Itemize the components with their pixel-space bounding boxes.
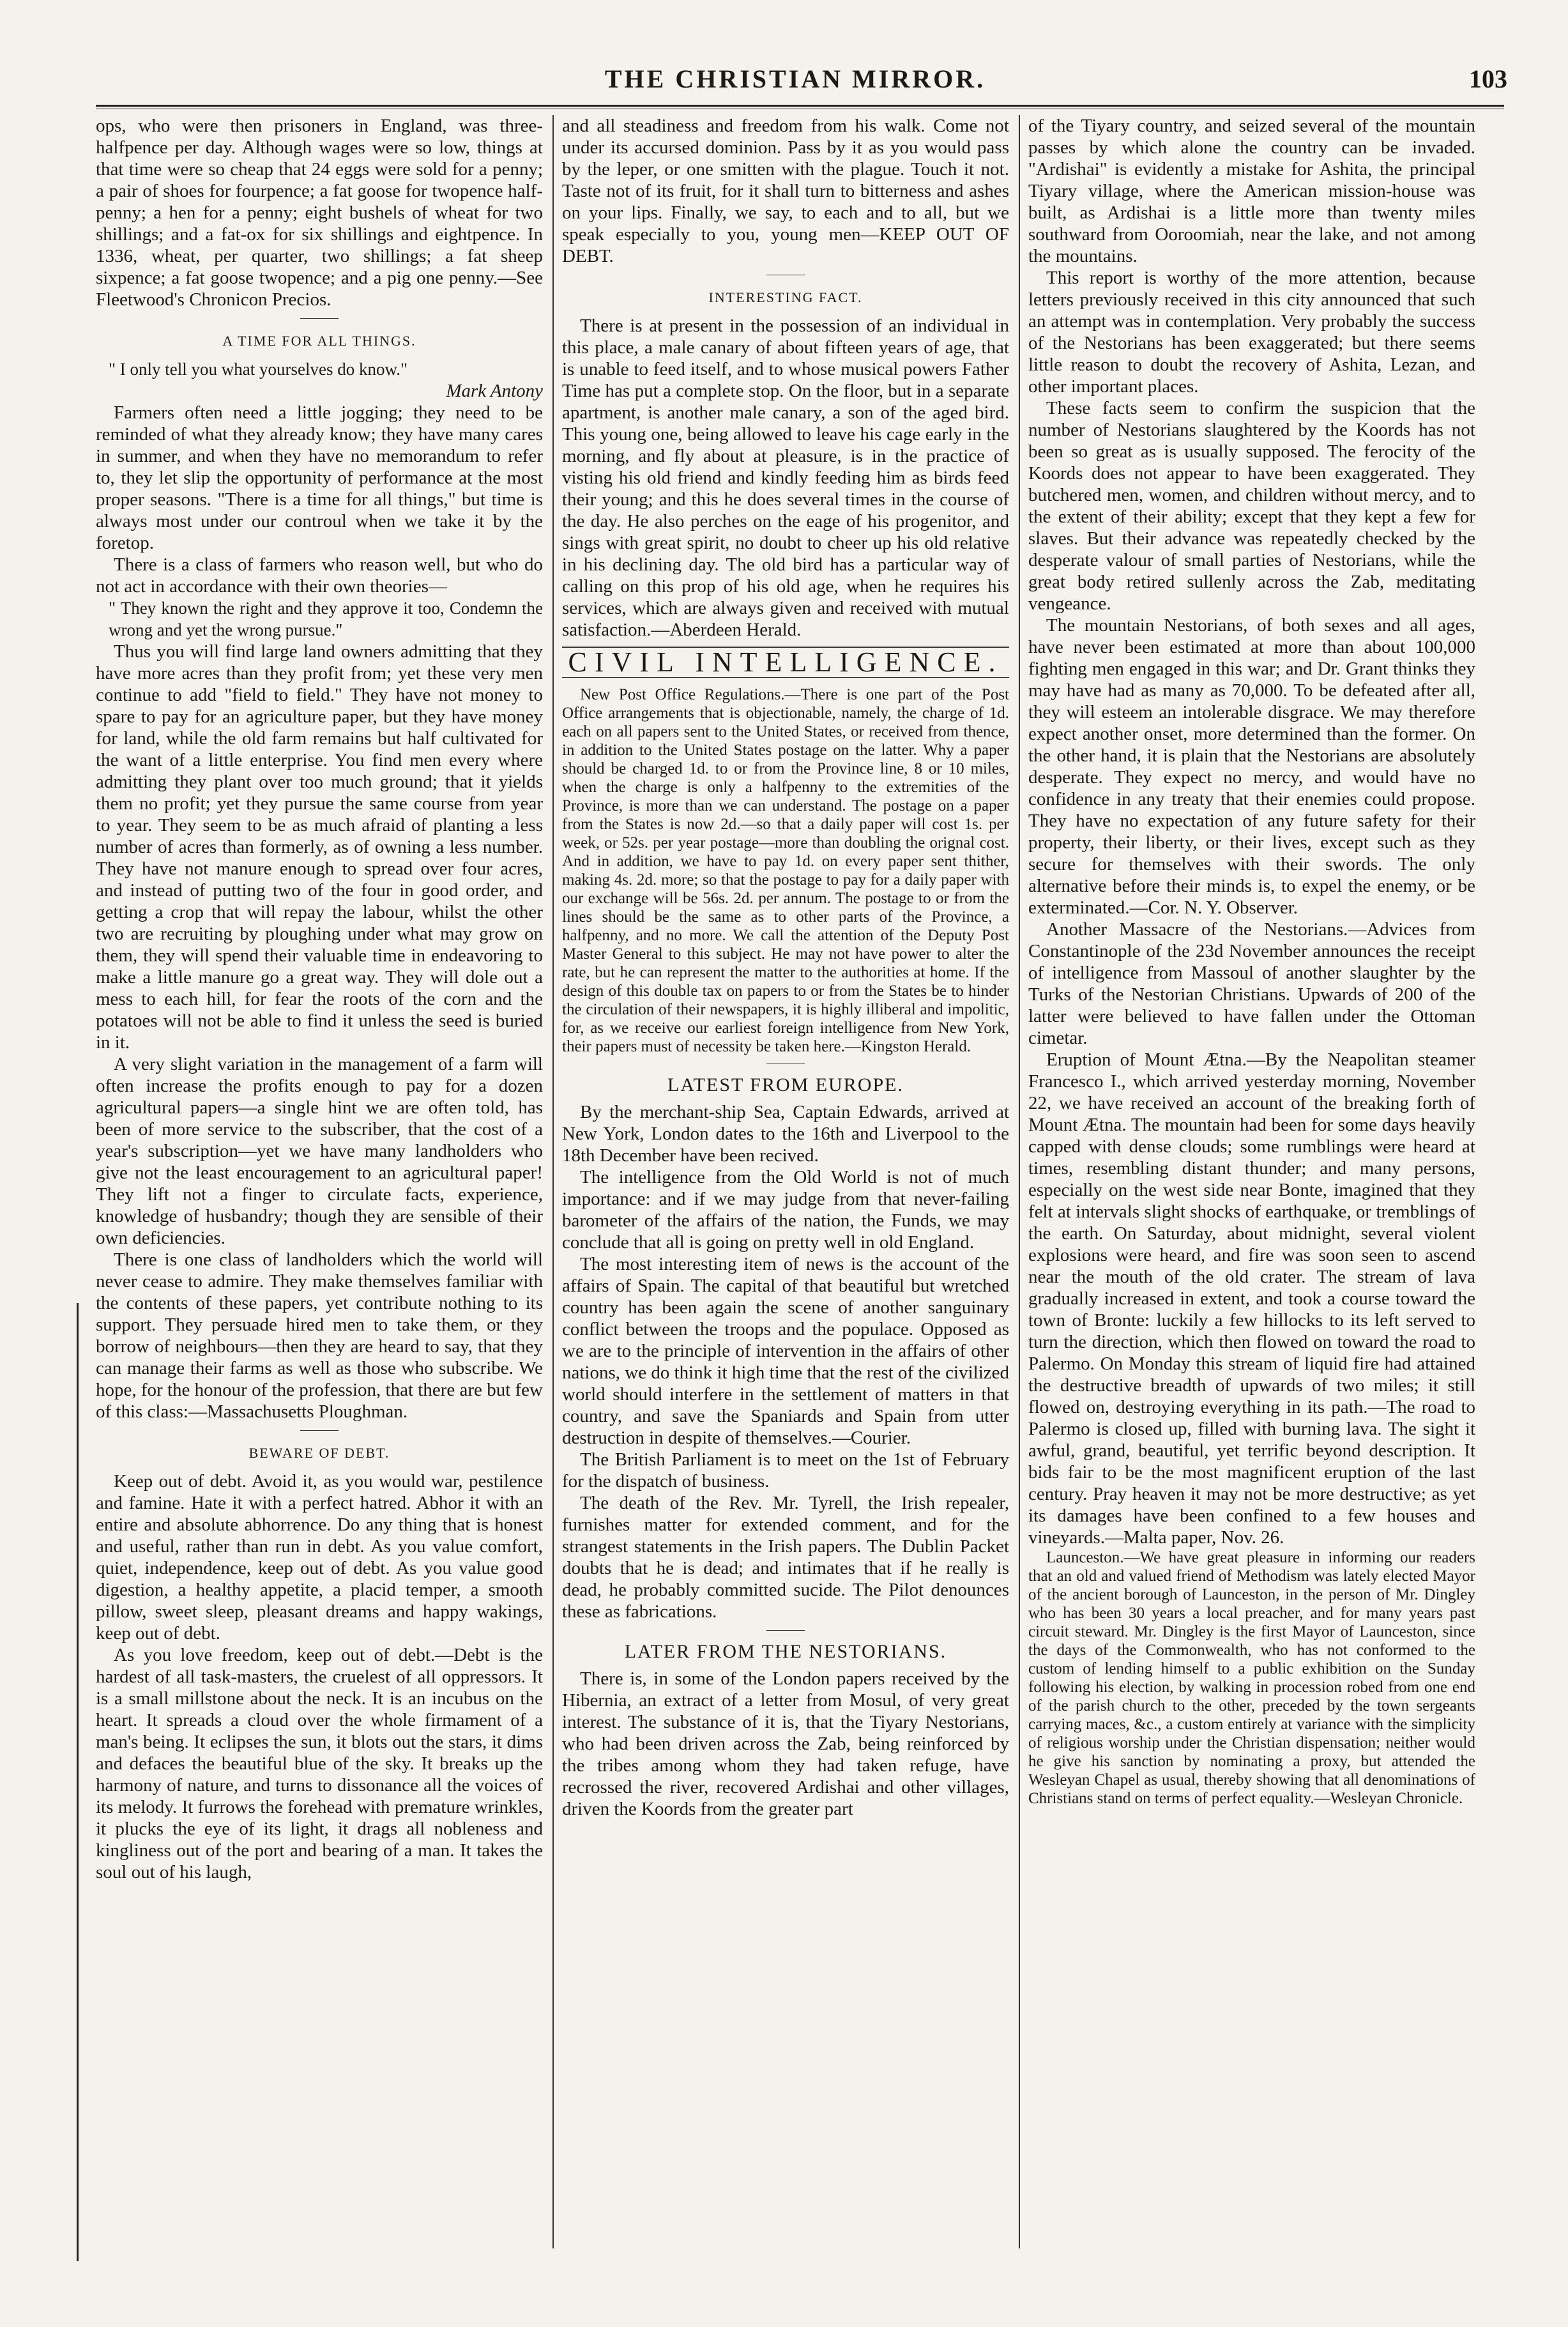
masthead <box>83 64 1507 103</box>
article-heading: LATER FROM THE NESTORIANS. <box>624 1641 947 1662</box>
article-paragraph: This report is worthy of the more attention, because letters previously received in this city announced that such an attempt was in contemplation. Very probably the success of the Nestorians has been exaggerated; but there seems little reason to doubt the recovery of Ashita, Lezan, and other important places. <box>1028 268 1475 397</box>
article-paragraph: There is at present in the possession of an individual in this place, a male canary of about fifteen years of age, that is unable to feed itself, and to whose musical powers Father Time has put a complete stop. On the floor, but in a separate apartment, is another male canary, a son of the aged bird. This young one, being allowed to leave his cage early in the morning, and fly about at pleasure, is in the practice of visting his old friend and kindly feeding him as birds feed their young; and this he does several times in the course of the day. He also perches on the eage of his progenitor, and sings with great spirit, no doubt to cheer up his old relative in his declining day. The old bird has a particular way of calling on this prop of his old age, when he requires his services, which are always given and received with mutual satisfaction.—Aberdeen Herald. <box>562 316 1009 640</box>
article-paragraph: There is one class of landholders which the world will never cease to admire. They make themselves familiar with the contents of these papers, yet contribute nothing to its support. They persuade hired men to take them, or they borrow of neighbours—then they are heard to say, that they can manage their farms as well as those who subscribe. We hope, for the honour of the profession, that there are but few of this class:—Massachusetts Ploughman. <box>96 1249 543 1422</box>
article-paragraph: As you love freedom, keep out of debt.—Debt is the hardest of all task-masters, the cruelest of all oppressors. It is a small millstone about the neck. It is an incubus on the heart. It spreads a cloud over the whole firmament of a man's being. It eclipses the sun, it blots out the stars, it dims and defaces the beautiful blue of the sky. It breaks up the harmony of nature, and turns to dissonance all the voices of its melody. It furrows the forehead with premature wrinkles, it plucks the eye of its light, it drags all nobleness and kingliness out of the port and bearing of a man. It takes the soul out of his laugh, <box>96 1645 543 1882</box>
article-paragraph: and all steadiness and freedom from his walk. Come not under its accursed dominion. Pass by it as you would pass by the leper, or one smitten with the plague. Touch it not. Taste not of its fruit, for it shall turn to bitterness and ashes on your lips. Finally, we say, to each and to all, but we speak especially to you, young men—KEEP OUT OF DEBT. <box>562 116 1009 266</box>
masthead-rule <box>96 105 1504 107</box>
article-paragraph: By the merchant-ship Sea, Captain Edwards, arrived at New York, London dates to the 16th and Liverpool to the 18th December have been recived. <box>562 1102 1009 1166</box>
epigraph: " I only tell you what yourselves do know." <box>109 360 407 379</box>
column-2 <box>562 115 1009 2248</box>
article-heading: A TIME FOR ALL THINGS. <box>222 333 416 349</box>
article-paragraph: The mountain Nestorians, of both sexes and all ages, have never been estimated at more than about 100,000 fighting men engaged in this war; and Dr. Grant thinks they may have had as many as 70,000. To be defeated after all, they will esteem an intolerable disgrace. We may therefore expect another onset, more determined than the former. On the other hand, it is plain that the Nestorians are absolutely desperate. They expect no mercy, and would have no confidence in any treaty that their enemies could propose. They have no expectation of any future safety for their property, their liberty, or their lives, except such as they secure for themselves with their swords. The only alternative before their minds is, to expel the enemy, or be exterminated.—Cor. N. Y. Observer. <box>1028 615 1475 918</box>
column-divider <box>552 115 554 2248</box>
article-paragraph: The British Parliament is to meet on the 1st of February for the dispatch of business. <box>562 1449 1009 1492</box>
newspaper-title: THE CHRISTIAN MIRROR. <box>604 65 986 93</box>
article-paragraph: The most interesting item of news is the account of the affairs of Spain. The capital of that beautiful but wretched country has been again the scene of another sanguinary conflict between the troops and the populace. Opposed as we are to the principle of intervention in the affairs of other nations, we do think it high time that the rest of the civilized world should interfere in the settlement of matters in that country, and save the Spaniards and Spain from utter destruction in despite of themselves.—Courier. <box>562 1254 1009 1448</box>
article-paragraph: There is a class of farmers who reason well, but who do not act in accordance with their own theories— <box>96 554 543 597</box>
margin-rule <box>77 1303 79 2261</box>
section-heading: CIVIL INTELLIGENCE. <box>562 646 1009 678</box>
article-paragraph: The death of the Rev. Mr. Tyrell, the Irish repealer, furnishes matter for extended comment, and for the strangest statements in the Irish papers. The Dublin Packet doubts that he is dead; and intimates that if he really is dead, he probably committed sucide. The Pilot denounces these as fabrications. <box>562 1493 1009 1622</box>
article-heading: LATEST FROM EUROPE. <box>667 1074 904 1095</box>
article-paragraph: of the Tiyary country, and seized several of the mountain passes by which alone the country can be invaded. "Ardishai" is evidently a mistake for Ashita, the principal Tiyary village, where the American mission-house was built, as Ardishai is a little more than twenty miles southward from Ooroomiah, near the lake, and not among the mountains. <box>1028 116 1475 266</box>
article-paragraph: A very slight variation in the management of a farm will often increase the profits enough to pay for a dozen agricultural papers—a single hint we are often told, has been of more service to the subscriber, that the cost of a year's subscription—yet we have many landholders who give not the least encouragement to an agricultural paper! They lift not a finger to circulate facts, experience, knowledge of husbandry; though they are sensible of their own deficiencies. <box>96 1054 543 1248</box>
article-paragraph: Keep out of debt. Avoid it, as you would war, pestilence and famine. Hate it with a perfect hatred. Abhor it with an entire and absolute abhorrence. Do any thing that is honest and useful, rather than run in debt. As you value comfort, quiet, independence, keep out of debt. As you value good digestion, a healthy appetite, a placid temper, a smooth pillow, sweet sleep, pleasant dreams and happy wakings, keep out of debt. <box>96 1471 543 1644</box>
separator <box>300 318 339 319</box>
column-3 <box>1028 115 1475 2248</box>
article-paragraph: Farmers often need a little jogging; they need to be reminded of what they already know; they have many cares in summer, and when they have no memorandum to refer to, they let slip the opportunity of performance at the most proper seasons. "There is a time for all things," but time is always most under our controul when we take it by the foretop. <box>96 402 543 553</box>
separator <box>766 1630 805 1631</box>
article-paragraph: There is, in some of the London papers received by the Hibernia, an extract of a letter from Mosul, of very great interest. The substance of it is, that the Tiyary Nestorians, who had been driven across the Zab, being reinforced by the tribes among whom they had taken refuge, have recrossed the river, recovered Ardishai and other villages, driven the Koords from the greater part <box>562 1668 1009 1819</box>
separator <box>300 1430 339 1431</box>
article-heading: BEWARE OF DEBT. <box>248 1445 390 1461</box>
column-divider <box>1019 115 1020 2248</box>
article-paragraph: New Post Office Regulations.—There is one part of the Post Office arrangements that is objectionable, namely, the charge of 1d. each on all papers sent to the United States, or received from thence, in addition to the United States postage on the latter. Why a paper should be charged 1d. to or from the Province line, 8 or 10 miles, when the charge is only a halfpenny to the extremities of the Province, is more than we can understand. The postage on a paper from the States is now 2d.—so that a daily paper will cost 1s. per week, or 52s. per year postage—more than doubling the orignal cost. And in addition, we have to pay 1d. on every paper sent thither, making 4s. 2d. more; so that the postage to pay for a daily paper with our exchange will be 56s. 2d. per annum. The postage to or from the lines should be the same as to other parts of the Province, a halfpenny, and no more. We call the attention of the Deputy Post Master General to this subject. He may not have power to alter the rate, but he can represent the matter to the authorities at home. If the design of this double tax on papers to or from the States be to hinder the circulation of their newspapers, it is highly illiberal and impolitic, for, as we receive our earliest foreign intelligence from New York, their papers must of necessity be taken here.—Kingston Herald. <box>562 686 1009 1055</box>
article-paragraph: Launceston.—We have great pleasure in informing our readers that an old and valued friend of Methodism was lately elected Mayor of the ancient borough of Launceston, in the person of Mr. Dingley who has been 30 years a local preacher, and for many years past circuit steward. Mr. Dingley is the first Mayor of Launceston, since the days of the Commonwealth, who has not conformed to the custom of lending himself to a public exhibition on the Sunday following his election, by walking in procession robed from one end of the parish church to the other, preceded by the town sergeants carrying maces, &c., a custom entirely at variance with the simplicity of religious worship under the Christian dispensation; neither would he give his sanction by nominating a proxy, but attended the Wesleyan Chapel as usual, thereby showing that all denominations of Christians stand on terms of perfect equality.—Wesleyan Chronicle. <box>1028 1549 1475 1807</box>
article-paragraph: Eruption of Mount Ætna.—By the Neapolitan steamer Francesco I., which arrived yesterday morning, November 22, we have received an account of the breaking forth of Mount Ætna. The mountain had been for some days heavily capped with dense clouds; some rumblings were heard at times, resembling distant thunder; and many persons, especially on the west side near Bonte, imagined that they felt at intervals slight shocks of earthquake, or tremblings of the earth. On Saturday, about midnight, several violent explosions were heard, and fire was soon seen to ascend near the mouth of the old crater. The stream of lava gradually increased in extent, and took a course toward the town of Bronte: luckily a few hillocks to its left served to turn the direction, which then flowed on toward the road to Palermo. On Monday this stream of liquid fire had attained the destructive breadth of upwards of two miles; it still flowed on, destroying everything in its path.—The road to Palermo is closed up, filled with burning lava. The sight it awful, grand, beautiful, yet terrific beyond description. It bids fair to be the most magnificent eruption of the last century. Pray heaven it may not be more destructive; as yet its damages have been confined to a few houses and vineyards.—Malta paper, Nov. 26. <box>1028 1049 1475 1548</box>
article-paragraph: The intelligence from the Old World is not of much importance: and if we may judge from that never-failing barometer of the affairs of the nation, the Funds, we may conclude that all is going on pretty well in old England. <box>562 1167 1009 1253</box>
article-heading: INTERESTING FACT. <box>708 289 863 305</box>
article-paragraph: Thus you will find large land owners admitting that they have more acres than they profit from; yet these very men continue to add "field to field." They have not money to spare to pay for an agriculture paper, but they have money for land, while the old farm remains but half cultivated for the want of a little enterprise. You find men every where admitting they plant over too much ground; that it yields them no profit; yet they pursue the same course from year to year. They seem to be as much afraid of planting a less number of acres than formerly, as of owning a less number. They have not manure enough to spread over four acres, and instead of putting two of the four in good order, and getting a crop that will repay the labour, whilst the other two are recruiting by ploughing under what may grow on them, they will spend their valuable time in endeavoring to make a little manure go a great way. They will dole out a mess to each hill, for fear the roots of the corn and the potatoes will not be able to find it unless the seed is buried in it. <box>96 641 543 1053</box>
page-number: 103 <box>1469 65 1507 93</box>
article-paragraph: ops, who were then prisoners in England, was three-halfpence per day. Although wages were so low, things at that time were so cheap that 24 eggs were sold for a penny; a pair of shoes for fourpence; a fat goose for twopence half-penny; a hen for a penny; eight bushels of wheat for two shillings; and a fat-ox for six shillings and eightpence. In 1336, wheat, per quarter, two shillings; a fat sheep sixpence; a fat goose twopence; and a pig one penny.—See Fleetwood's Chronicon Precios. <box>96 116 543 310</box>
column-1 <box>96 115 543 2248</box>
article-paragraph: Another Massacre of the Nestorians.—Advices from Constantinople of the 23d November announces the receipt of intelligence from Massoul of another slaughter by the Turks of the Nestorian Christians. Upwards of 200 of the latter were believed to have fallen under the Ottoman cimetar. <box>1028 919 1475 1048</box>
article-paragraph: These facts seem to confirm the suspicion that the number of Nestorians slaughtered by the Koords has not been so great as is usually supposed. The ferocity of the Koords does not appear to have been exaggerated. They butchered men, women, and children without mercy, and to the extent of their ability; except that they kept a few for slaves. But their advance was repeatedly checked by the desperate valour of small parties of Nestorians, while the great body retired sullenly across the Zab, meditating vengeance. <box>1028 398 1475 614</box>
epigraph-attribution: Mark Antony <box>446 381 543 401</box>
verse-quote: " They known the right and they approve it too, Condemn the wrong and yet the wrong pursue." <box>109 599 543 639</box>
